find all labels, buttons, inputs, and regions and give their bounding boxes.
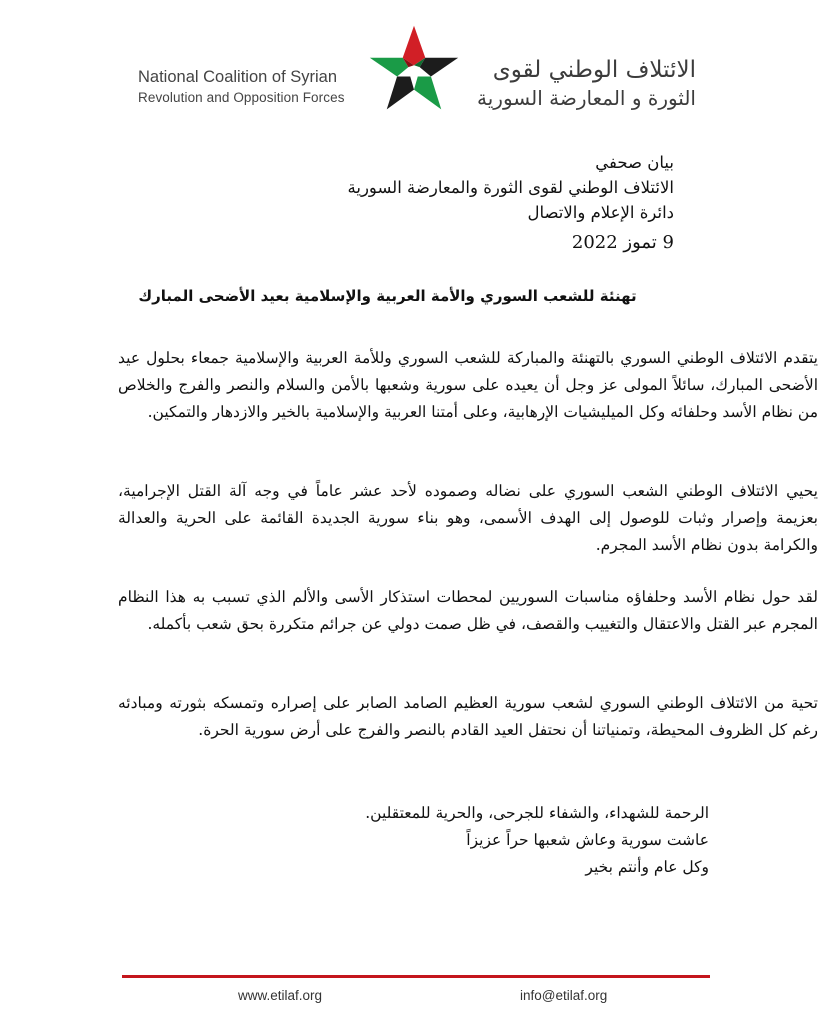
- org-name-ar-line1: الائتلاف الوطني لقوى: [492, 57, 696, 83]
- org-name-en-line2: Revolution and Opposition Forces: [138, 90, 345, 105]
- statement-type: بيان صحفي: [595, 153, 674, 172]
- closing-lines: [365, 800, 709, 881]
- paragraph-1: يتقدم الائتلاف الوطني السوري بالتهنئة والمباركة للشعب السوري وللأمة العربية والإسلامية جمعاء بحلول عيد الأضحى المبارك، سائلاً المولى عز وجل أن يعيده على سورية وشعبها بالأمن والسلام والنصر والفرج والخلاص من نظام الأسد وحلفائه وكل الميليشيات الإرهابية، وعلى أمتنا العربية والإسلامية بالخير والازدهار والتمكين.: [118, 349, 818, 421]
- footer-email-link[interactable]: info@etilaf.org: [520, 988, 608, 1003]
- org-name-ar-line2: الثورة و المعارضة السورية: [477, 86, 696, 110]
- paragraph-4: تحية من الائتلاف الوطني السوري لشعب سورية العظيم الصامد الصابر على إصراره وتمسكه بثورته ومبادئه رغم كل الظروف المحيطة، وتمنياتنا أن نحتفل العيد القادم بالنصر والفرج على أرض سورية الحرة.: [118, 694, 818, 739]
- paragraph-2: يحيي الائتلاف الوطني الشعب السوري على نضاله وصموده لأحد عشر عاماً في وجه آلة القتل الإجرامية، بعزيمة وإصرار وثبات للوصول إلى الهدف الأسمى، وهو بناء سورية الجديدة القائمة على الحرية والعدالة والكرامة بدون نظام الأسد المجرم.: [118, 482, 818, 554]
- footer-website-link[interactable]: www.etilaf.org: [238, 988, 323, 1003]
- statement-headline: تهنئة للشعب السوري والأمة العربية والإسلامية بعيد الأضحى المبارك: [138, 287, 637, 305]
- closing-line-1: الرحمة للشهداء، والشفاء للجرحى، والحرية للمعتقلين.: [365, 804, 709, 822]
- closing-line-3: وكل عام وأنتم بخير: [585, 858, 709, 876]
- statement-date: 9 تموز 2022: [571, 232, 674, 253]
- org-name-en-line1: National Coalition of Syrian: [138, 68, 338, 86]
- footer-divider: [122, 975, 710, 978]
- statement-department: دائرة الإعلام والاتصال: [527, 203, 674, 222]
- statement-meta: [348, 150, 674, 225]
- statement-org: الائتلاف الوطني لقوى الثورة والمعارضة السورية: [347, 178, 674, 197]
- paragraph-3: لقد حول نظام الأسد وحلفاؤه مناسبات السوريين لمحطات استذكار الأسى والألم الذي تسبب به هذا النظام المجرم عبر القتل والاعتقال والتغييب والقصف، في ظل صمت دولي عن جرائم متكررة بحق شعب بأكمله.: [118, 588, 818, 633]
- org-name-english: [138, 66, 368, 108]
- closing-line-2: عاشت سورية وعاش شعبها حراً عزيزاً: [466, 831, 709, 849]
- star-logo-icon: [367, 22, 461, 116]
- org-name-arabic: [466, 56, 696, 112]
